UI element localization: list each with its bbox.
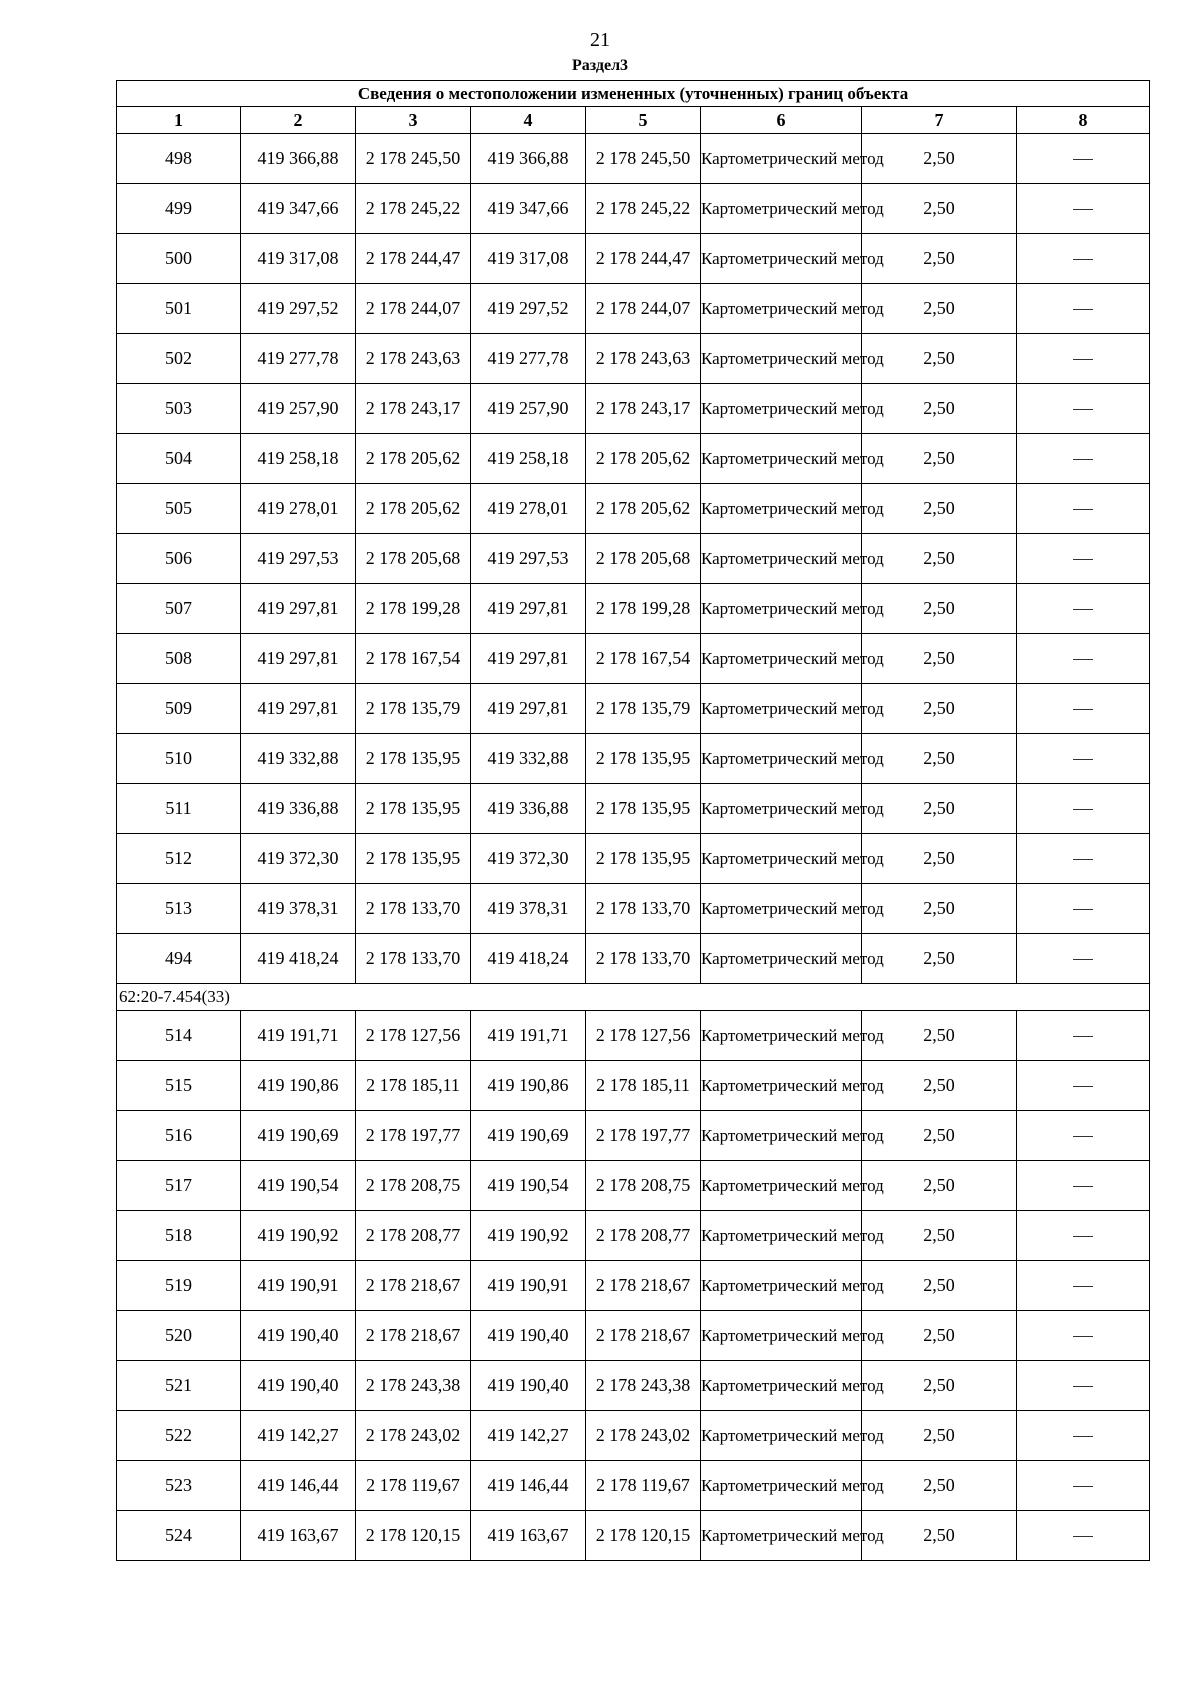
- table-row: [117, 734, 1150, 784]
- cell-y-new: 2 178 127,56: [586, 1011, 701, 1061]
- cell-method: Картометрический метод: [701, 184, 862, 234]
- table-row: [117, 1261, 1150, 1311]
- cell-x-new: 419 142,27: [471, 1411, 586, 1461]
- dash-mark: [1073, 159, 1093, 160]
- cell-point: 504: [117, 434, 241, 484]
- cell-x-old: 419 418,24: [241, 934, 356, 984]
- cell-point: 514: [117, 1011, 241, 1061]
- cell-method: Картометрический метод: [701, 884, 862, 934]
- cell-empty: [1017, 884, 1150, 934]
- cell-y-new: 2 178 245,50: [586, 134, 701, 184]
- dash-mark: [1073, 1386, 1093, 1387]
- cell-empty: [1017, 484, 1150, 534]
- cell-y-new: 2 178 205,68: [586, 534, 701, 584]
- cell-method: Картометрический метод: [701, 1211, 862, 1261]
- cell-x-new: 419 257,90: [471, 384, 586, 434]
- cell-precision: 2,50: [862, 1461, 1017, 1511]
- cell-x-new: 419 190,86: [471, 1061, 586, 1111]
- cell-x-old: 419 190,92: [241, 1211, 356, 1261]
- cell-x-new: 419 163,67: [471, 1511, 586, 1561]
- cell-y-old: 2 178 133,70: [356, 884, 471, 934]
- cell-y-new: 2 178 185,11: [586, 1061, 701, 1111]
- cell-method: Картометрический метод: [701, 384, 862, 434]
- cell-x-old: 419 317,08: [241, 234, 356, 284]
- table-row: [117, 1411, 1150, 1461]
- table-row: [117, 184, 1150, 234]
- table-row: [117, 1461, 1150, 1511]
- cell-y-old: 2 178 135,95: [356, 734, 471, 784]
- table-caption: Сведения о местоположении измененных (уточненных) границ объекта: [117, 81, 1150, 107]
- table-row: [117, 834, 1150, 884]
- cell-precision: 2,50: [862, 784, 1017, 834]
- column-number: 2: [241, 107, 356, 134]
- cell-point: 523: [117, 1461, 241, 1511]
- dash-mark: [1073, 1336, 1093, 1337]
- dash-mark: [1073, 1086, 1093, 1087]
- cell-precision: 2,50: [862, 334, 1017, 384]
- cell-precision: 2,50: [862, 184, 1017, 234]
- cell-y-new: 2 178 218,67: [586, 1311, 701, 1361]
- column-number: 7: [862, 107, 1017, 134]
- cell-empty: [1017, 684, 1150, 734]
- cell-y-old: 2 178 167,54: [356, 634, 471, 684]
- cell-x-new: 419 277,78: [471, 334, 586, 384]
- cell-x-old: 419 190,40: [241, 1361, 356, 1411]
- cell-x-new: 419 336,88: [471, 784, 586, 834]
- cell-y-new: 2 178 205,62: [586, 434, 701, 484]
- cell-y-old: 2 178 245,22: [356, 184, 471, 234]
- cell-y-new: 2 178 205,62: [586, 484, 701, 534]
- cell-y-old: 2 178 243,38: [356, 1361, 471, 1411]
- table-row: [117, 634, 1150, 684]
- cell-empty: [1017, 1111, 1150, 1161]
- cell-x-old: 419 297,81: [241, 634, 356, 684]
- cell-x-new: 419 366,88: [471, 134, 586, 184]
- cell-method: Картометрический метод: [701, 1161, 862, 1211]
- cell-y-old: 2 178 135,95: [356, 834, 471, 884]
- cell-x-old: 419 378,31: [241, 884, 356, 934]
- column-number: 6: [701, 107, 862, 134]
- cell-point: 518: [117, 1211, 241, 1261]
- cell-precision: 2,50: [862, 434, 1017, 484]
- dash-mark: [1073, 1486, 1093, 1487]
- cell-x-old: 419 366,88: [241, 134, 356, 184]
- cell-point: 506: [117, 534, 241, 584]
- column-number: 5: [586, 107, 701, 134]
- table-row: [117, 334, 1150, 384]
- cell-point: 501: [117, 284, 241, 334]
- cell-empty: [1017, 734, 1150, 784]
- cell-empty: [1017, 1511, 1150, 1561]
- cell-precision: 2,50: [862, 1011, 1017, 1061]
- cell-y-old: 2 178 119,67: [356, 1461, 471, 1511]
- cell-y-old: 2 178 208,75: [356, 1161, 471, 1211]
- dash-mark: [1073, 309, 1093, 310]
- column-number: 3: [356, 107, 471, 134]
- cell-precision: 2,50: [862, 234, 1017, 284]
- cell-x-new: 419 297,81: [471, 684, 586, 734]
- cell-y-new: 2 178 199,28: [586, 584, 701, 634]
- cell-precision: 2,50: [862, 1061, 1017, 1111]
- table-row: [117, 1061, 1150, 1111]
- cell-y-new: 2 178 243,63: [586, 334, 701, 384]
- cell-y-old: 2 178 127,56: [356, 1011, 471, 1061]
- cell-x-new: 419 297,52: [471, 284, 586, 334]
- cell-x-new: 419 258,18: [471, 434, 586, 484]
- cell-precision: 2,50: [862, 1361, 1017, 1411]
- cell-y-new: 2 178 133,70: [586, 884, 701, 934]
- cell-empty: [1017, 434, 1150, 484]
- cell-x-old: 419 190,40: [241, 1311, 356, 1361]
- cell-y-old: 2 178 199,28: [356, 584, 471, 634]
- cell-method: Картометрический метод: [701, 1311, 862, 1361]
- cell-y-old: 2 178 243,63: [356, 334, 471, 384]
- dash-mark: [1073, 1036, 1093, 1037]
- cell-y-old: 2 178 243,17: [356, 384, 471, 434]
- cell-x-new: 419 317,08: [471, 234, 586, 284]
- cell-point: 499: [117, 184, 241, 234]
- table-row: [117, 1211, 1150, 1261]
- dash-mark: [1073, 609, 1093, 610]
- cell-y-new: 2 178 119,67: [586, 1461, 701, 1511]
- cell-point: 516: [117, 1111, 241, 1161]
- cell-precision: 2,50: [862, 134, 1017, 184]
- cell-point: 507: [117, 584, 241, 634]
- cell-x-old: 419 190,54: [241, 1161, 356, 1211]
- cell-y-new: 2 178 243,02: [586, 1411, 701, 1461]
- cell-method: Картометрический метод: [701, 1361, 862, 1411]
- cell-x-new: 419 297,81: [471, 634, 586, 684]
- dash-mark: [1073, 659, 1093, 660]
- column-number-row: [117, 107, 1150, 134]
- cell-y-new: 2 178 243,38: [586, 1361, 701, 1411]
- cell-y-new: 2 178 135,95: [586, 734, 701, 784]
- cell-x-new: 419 190,92: [471, 1211, 586, 1261]
- cell-point: 500: [117, 234, 241, 284]
- cell-method: Картометрический метод: [701, 1411, 862, 1461]
- cell-x-old: 419 277,78: [241, 334, 356, 384]
- dash-mark: [1073, 1436, 1093, 1437]
- cell-point: 513: [117, 884, 241, 934]
- cell-y-old: 2 178 135,79: [356, 684, 471, 734]
- cell-x-new: 419 297,53: [471, 534, 586, 584]
- cell-point: 494: [117, 934, 241, 984]
- coordinates-table: [116, 80, 1150, 1561]
- cell-empty: [1017, 1461, 1150, 1511]
- cell-x-new: 419 191,71: [471, 1011, 586, 1061]
- cell-point: 524: [117, 1511, 241, 1561]
- cell-y-old: 2 178 197,77: [356, 1111, 471, 1161]
- table-row: [117, 934, 1150, 984]
- cell-x-new: 419 190,40: [471, 1311, 586, 1361]
- cell-method: Картометрический метод: [701, 1011, 862, 1061]
- table-row: [117, 1011, 1150, 1061]
- cell-y-new: 2 178 135,79: [586, 684, 701, 734]
- cell-empty: [1017, 1211, 1150, 1261]
- group-label: 62:20-7.454(33): [117, 984, 1150, 1011]
- dash-mark: [1073, 909, 1093, 910]
- table-row: [117, 1111, 1150, 1161]
- group-2-body: [117, 1011, 1150, 1561]
- dash-mark: [1073, 509, 1093, 510]
- cell-point: 503: [117, 384, 241, 434]
- dash-mark: [1073, 259, 1093, 260]
- cell-y-old: 2 178 245,50: [356, 134, 471, 184]
- cell-empty: [1017, 1161, 1150, 1211]
- cell-point: 508: [117, 634, 241, 684]
- cell-method: Картометрический метод: [701, 334, 862, 384]
- cell-y-old: 2 178 218,67: [356, 1261, 471, 1311]
- cell-empty: [1017, 834, 1150, 884]
- table-row: [117, 284, 1150, 334]
- cell-precision: 2,50: [862, 1111, 1017, 1161]
- cell-point: 502: [117, 334, 241, 384]
- cell-x-new: 419 190,54: [471, 1161, 586, 1211]
- cell-y-new: 2 178 167,54: [586, 634, 701, 684]
- cell-x-old: 419 191,71: [241, 1011, 356, 1061]
- cell-empty: [1017, 334, 1150, 384]
- cell-x-old: 419 142,27: [241, 1411, 356, 1461]
- table-row: [117, 1361, 1150, 1411]
- cell-x-old: 419 336,88: [241, 784, 356, 834]
- cell-x-old: 419 278,01: [241, 484, 356, 534]
- cell-method: Картометрический метод: [701, 1061, 862, 1111]
- cell-y-old: 2 178 133,70: [356, 934, 471, 984]
- cell-precision: 2,50: [862, 934, 1017, 984]
- cell-empty: [1017, 184, 1150, 234]
- cell-empty: [1017, 1311, 1150, 1361]
- cell-method: Картометрический метод: [701, 1511, 862, 1561]
- cell-x-old: 419 257,90: [241, 384, 356, 434]
- cell-y-new: 2 178 197,77: [586, 1111, 701, 1161]
- cell-precision: 2,50: [862, 684, 1017, 734]
- cell-empty: [1017, 634, 1150, 684]
- cell-method: Картометрический метод: [701, 1461, 862, 1511]
- table-row: [117, 384, 1150, 434]
- cell-point: 510: [117, 734, 241, 784]
- group-1-body: [117, 134, 1150, 984]
- cell-empty: [1017, 284, 1150, 334]
- cell-y-new: 2 178 208,75: [586, 1161, 701, 1211]
- cell-empty: [1017, 1061, 1150, 1111]
- cell-precision: 2,50: [862, 884, 1017, 934]
- cell-precision: 2,50: [862, 1311, 1017, 1361]
- page-number: 21: [590, 29, 610, 51]
- table-row: [117, 1161, 1150, 1211]
- cell-point: 512: [117, 834, 241, 884]
- cell-x-old: 419 297,53: [241, 534, 356, 584]
- cell-point: 519: [117, 1261, 241, 1311]
- column-number: 4: [471, 107, 586, 134]
- cell-x-new: 419 332,88: [471, 734, 586, 784]
- cell-x-new: 419 378,31: [471, 884, 586, 934]
- dash-mark: [1073, 459, 1093, 460]
- cell-x-old: 419 190,91: [241, 1261, 356, 1311]
- cell-y-new: 2 178 120,15: [586, 1511, 701, 1561]
- cell-method: Картометрический метод: [701, 484, 862, 534]
- cell-empty: [1017, 134, 1150, 184]
- section-title: Раздел3: [571, 57, 629, 74]
- cell-y-old: 2 178 185,11: [356, 1061, 471, 1111]
- table-row: [117, 434, 1150, 484]
- dash-mark: [1073, 959, 1093, 960]
- table-row: [117, 784, 1150, 834]
- cell-empty: [1017, 1011, 1150, 1061]
- cell-point: 522: [117, 1411, 241, 1461]
- cell-x-new: 419 190,69: [471, 1111, 586, 1161]
- dash-mark: [1073, 409, 1093, 410]
- cell-y-new: 2 178 243,17: [586, 384, 701, 434]
- cell-empty: [1017, 1261, 1150, 1311]
- column-number: 8: [1017, 107, 1150, 134]
- dash-mark: [1073, 1536, 1093, 1537]
- cell-method: Картометрический метод: [701, 634, 862, 684]
- cell-method: Картометрический метод: [701, 434, 862, 484]
- dash-mark: [1073, 759, 1093, 760]
- cell-point: 517: [117, 1161, 241, 1211]
- cell-y-new: 2 178 244,47: [586, 234, 701, 284]
- cell-x-new: 419 418,24: [471, 934, 586, 984]
- cell-precision: 2,50: [862, 1411, 1017, 1461]
- cell-y-old: 2 178 135,95: [356, 784, 471, 834]
- cell-y-old: 2 178 244,47: [356, 234, 471, 284]
- table-row: [117, 1311, 1150, 1361]
- cell-x-old: 419 146,44: [241, 1461, 356, 1511]
- cell-empty: [1017, 1411, 1150, 1461]
- cell-x-new: 419 372,30: [471, 834, 586, 884]
- cell-x-old: 419 372,30: [241, 834, 356, 884]
- cell-precision: 2,50: [862, 1211, 1017, 1261]
- cell-precision: 2,50: [862, 1511, 1017, 1561]
- cell-x-old: 419 190,69: [241, 1111, 356, 1161]
- cell-point: 509: [117, 684, 241, 734]
- cell-y-new: 2 178 135,95: [586, 784, 701, 834]
- cell-method: Картометрический метод: [701, 1111, 862, 1161]
- cell-y-old: 2 178 205,62: [356, 434, 471, 484]
- cell-method: Картометрический метод: [701, 784, 862, 834]
- cell-y-new: 2 178 245,22: [586, 184, 701, 234]
- cell-precision: 2,50: [862, 384, 1017, 434]
- cell-method: Картометрический метод: [701, 234, 862, 284]
- table-row: [117, 884, 1150, 934]
- cell-x-old: 419 258,18: [241, 434, 356, 484]
- dash-mark: [1073, 559, 1093, 560]
- cell-x-old: 419 190,86: [241, 1061, 356, 1111]
- cell-precision: 2,50: [862, 284, 1017, 334]
- cell-precision: 2,50: [862, 484, 1017, 534]
- table-row: [117, 134, 1150, 184]
- cell-method: Картометрический метод: [701, 1261, 862, 1311]
- dash-mark: [1073, 859, 1093, 860]
- table-row: [117, 534, 1150, 584]
- cell-y-old: 2 178 208,77: [356, 1211, 471, 1261]
- cell-empty: [1017, 934, 1150, 984]
- cell-empty: [1017, 534, 1150, 584]
- cell-method: Картометрический метод: [701, 534, 862, 584]
- cell-x-new: 419 190,91: [471, 1261, 586, 1311]
- table-row: [117, 584, 1150, 634]
- dash-mark: [1073, 1236, 1093, 1237]
- dash-mark: [1073, 709, 1093, 710]
- dash-mark: [1073, 809, 1093, 810]
- cell-point: 498: [117, 134, 241, 184]
- cell-method: Картометрический метод: [701, 284, 862, 334]
- cell-y-old: 2 178 120,15: [356, 1511, 471, 1561]
- table-row: [117, 484, 1150, 534]
- group-2-header: [117, 984, 1150, 1011]
- cell-precision: 2,50: [862, 634, 1017, 684]
- cell-point: 511: [117, 784, 241, 834]
- table-row: [117, 684, 1150, 734]
- cell-x-new: 419 278,01: [471, 484, 586, 534]
- column-number: 1: [117, 107, 241, 134]
- cell-point: 505: [117, 484, 241, 534]
- dash-mark: [1073, 1136, 1093, 1137]
- cell-x-new: 419 347,66: [471, 184, 586, 234]
- cell-empty: [1017, 784, 1150, 834]
- cell-empty: [1017, 384, 1150, 434]
- cell-x-old: 419 297,81: [241, 584, 356, 634]
- cell-precision: 2,50: [862, 834, 1017, 884]
- cell-x-old: 419 332,88: [241, 734, 356, 784]
- cell-x-old: 419 297,52: [241, 284, 356, 334]
- cell-method: Картометрический метод: [701, 834, 862, 884]
- cell-y-old: 2 178 218,67: [356, 1311, 471, 1361]
- cell-x-old: 419 347,66: [241, 184, 356, 234]
- cell-y-old: 2 178 243,02: [356, 1411, 471, 1461]
- table-row: [117, 234, 1150, 284]
- cell-point: 520: [117, 1311, 241, 1361]
- dash-mark: [1073, 1186, 1093, 1187]
- cell-point: 515: [117, 1061, 241, 1111]
- cell-x-new: 419 190,40: [471, 1361, 586, 1411]
- cell-y-new: 2 178 133,70: [586, 934, 701, 984]
- cell-precision: 2,50: [862, 584, 1017, 634]
- cell-empty: [1017, 584, 1150, 634]
- cell-y-new: 2 178 244,07: [586, 284, 701, 334]
- cell-precision: 2,50: [862, 1261, 1017, 1311]
- cell-point: 521: [117, 1361, 241, 1411]
- cell-method: Картометрический метод: [701, 584, 862, 634]
- cell-x-new: 419 146,44: [471, 1461, 586, 1511]
- cell-method: Картометрический метод: [701, 134, 862, 184]
- cell-x-old: 419 297,81: [241, 684, 356, 734]
- cell-empty: [1017, 234, 1150, 284]
- cell-y-old: 2 178 205,62: [356, 484, 471, 534]
- cell-y-old: 2 178 244,07: [356, 284, 471, 334]
- dash-mark: [1073, 209, 1093, 210]
- cell-precision: 2,50: [862, 734, 1017, 784]
- dash-mark: [1073, 1286, 1093, 1287]
- cell-y-new: 2 178 208,77: [586, 1211, 701, 1261]
- cell-x-new: 419 297,81: [471, 584, 586, 634]
- cell-y-new: 2 178 218,67: [586, 1261, 701, 1311]
- cell-y-new: 2 178 135,95: [586, 834, 701, 884]
- cell-x-old: 419 163,67: [241, 1511, 356, 1561]
- cell-precision: 2,50: [862, 534, 1017, 584]
- cell-y-old: 2 178 205,68: [356, 534, 471, 584]
- cell-method: Картометрический метод: [701, 684, 862, 734]
- cell-method: Картометрический метод: [701, 734, 862, 784]
- dash-mark: [1073, 359, 1093, 360]
- cell-empty: [1017, 1361, 1150, 1411]
- cell-method: Картометрический метод: [701, 934, 862, 984]
- cell-precision: 2,50: [862, 1161, 1017, 1211]
- table-row: [117, 1511, 1150, 1561]
